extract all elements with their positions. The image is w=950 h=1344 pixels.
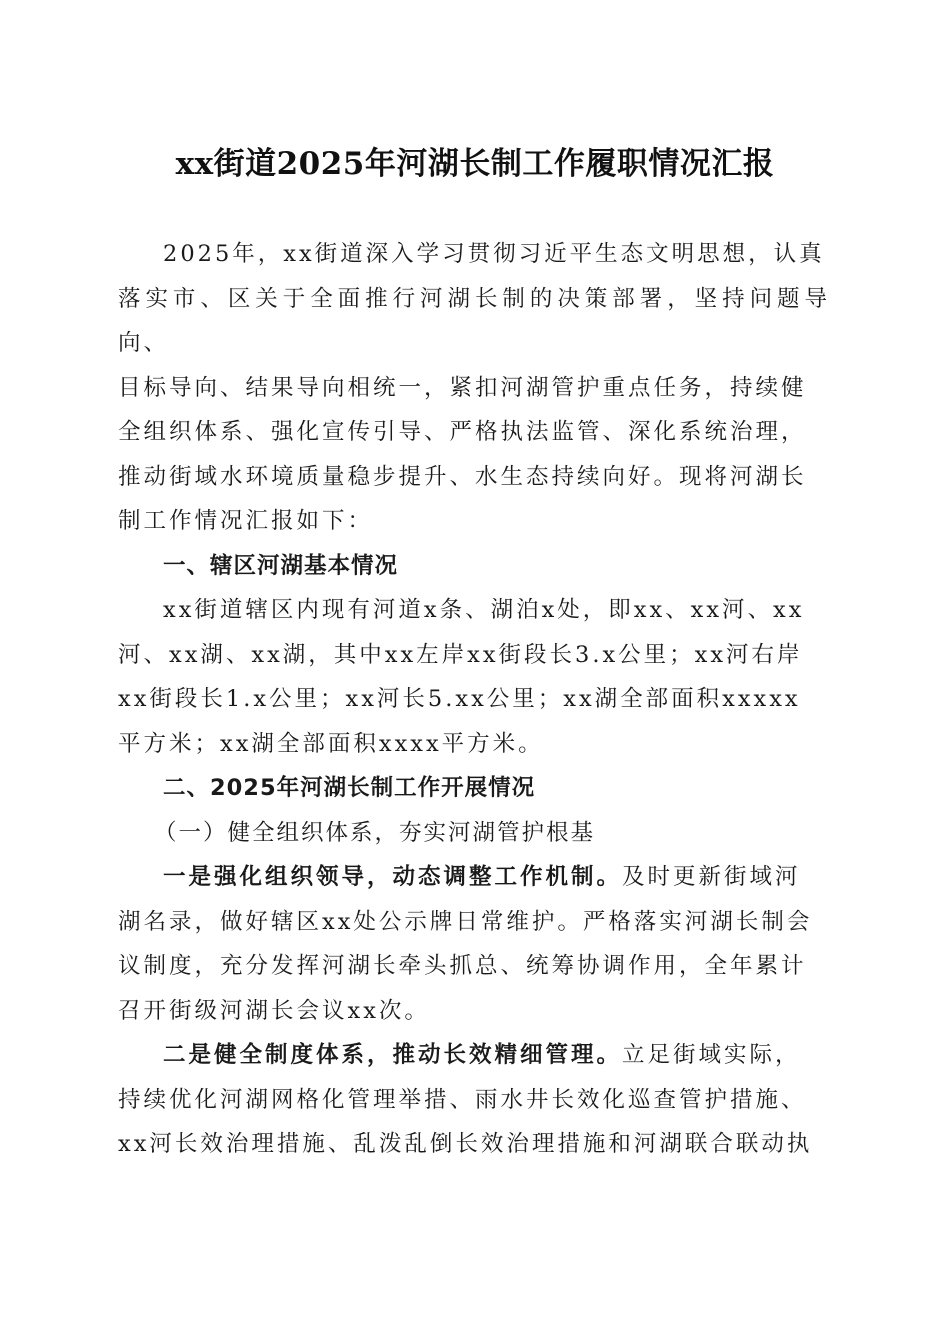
text-line: xx街道辖区内现有河道x条、湖泊x处，即xx、xx河、xx: [163, 597, 805, 623]
section-heading: 二、2025年河湖长制工作开展情况: [163, 775, 536, 801]
text-line: 落实市、区关于全面推行河湖长制的决策部署，坚持问题导向、: [118, 285, 830, 356]
paragraph-text: 及时更新街域河: [622, 864, 801, 890]
text-line: xx街段长1.x公里；xx河长5.xx公里；xx湖全部面积xxxxx: [118, 686, 801, 712]
section-heading: 一、辖区河湖基本情况: [163, 552, 399, 579]
document-body: [118, 232, 830, 1167]
section2-paragraph-2-cont: [118, 1078, 830, 1167]
paragraph-text: 立足街域实际，: [622, 1042, 801, 1068]
paragraph-lead: 一是强化组织领导，动态调整工作机制。: [163, 864, 623, 890]
intro-paragraph: [118, 232, 830, 277]
subsection-heading: （一）健全组织体系，夯实河湖管护根基: [154, 819, 596, 846]
section2-paragraph-1-cont: [118, 900, 830, 1034]
text-line: 平方米；xx湖全部面积xxxx平方米。: [118, 730, 544, 757]
text-line: 河、xx湖、xx湖，其中xx左岸xx街段长3.x公里；xx河右岸: [118, 641, 803, 668]
paragraph-lead: 二是健全制度体系，推动长效精细管理。: [163, 1042, 623, 1068]
text-line: 2025年，xx街道深入学习贯彻习近平生态文明思想，认真: [163, 241, 825, 267]
document-title: xx街道2025年河湖长制工作履职情况汇报: [175, 146, 775, 182]
text-line: 制工作情况汇报如下：: [118, 508, 374, 534]
text-line: xx河长效治理措施、乱泼乱倒长效治理措施和河湖联合联动执: [118, 1131, 813, 1157]
text-line: 全组织体系、强化宣传引导、严格执法监管、深化系统治理，: [118, 419, 807, 445]
text-line: 议制度，充分发挥河湖长牵头抓总、统筹协调作用，全年累计: [118, 953, 807, 979]
intro-paragraph-cont: [118, 277, 830, 544]
text-line: 目标导向、结果导向相统一，紧扣河湖管护重点任务，持续健: [118, 374, 807, 401]
text-line: 召开街级河湖长会议xx次。: [118, 997, 430, 1024]
section2-paragraph-1: [118, 855, 830, 900]
section2-paragraph-2: [118, 1033, 830, 1078]
text-line: 持续优化河湖网格化管理举措、雨水井长效化巡查管护措施、: [118, 1086, 807, 1113]
section1-paragraph-cont: [118, 633, 830, 767]
section1-paragraph: [118, 588, 830, 633]
text-line: 推动街域水环境质量稳步提升、水生态持续向好。现将河湖长: [118, 463, 807, 490]
text-line: 湖名录，做好辖区xx处公示牌日常维护。严格落实河湖长制会: [118, 908, 813, 935]
